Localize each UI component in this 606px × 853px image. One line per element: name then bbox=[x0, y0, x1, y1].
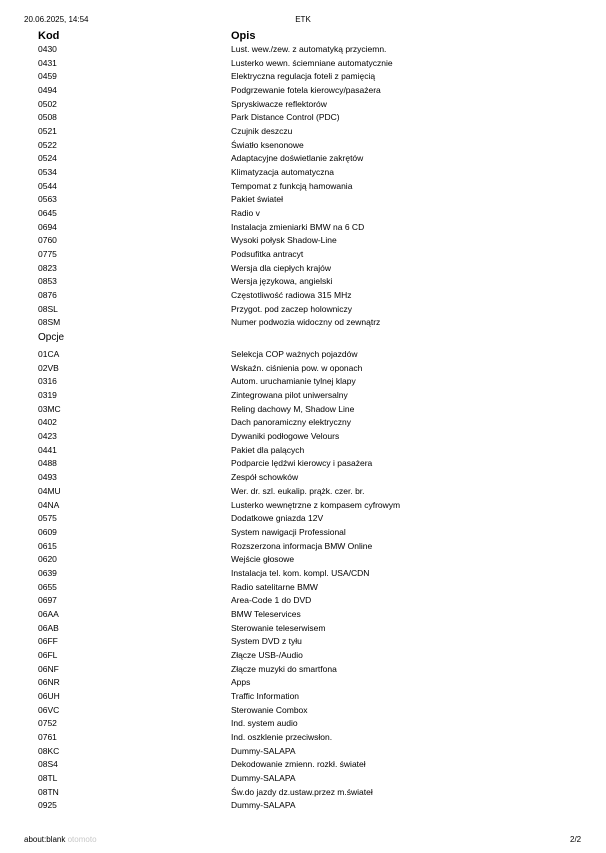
item-description: Ind. oszklenie przeciwsłon. bbox=[231, 731, 333, 742]
list-item bbox=[0, 430, 606, 444]
list-item bbox=[0, 180, 606, 194]
list-item bbox=[0, 745, 606, 759]
list-item bbox=[0, 649, 606, 663]
list-item bbox=[0, 622, 606, 636]
item-description: Podgrzewanie fotela kierowcy/pasażera bbox=[231, 85, 381, 96]
item-description: Dummy-SALAPA bbox=[231, 772, 296, 783]
item-description: Radio satelitarne BMW bbox=[231, 581, 318, 592]
list-item bbox=[0, 98, 606, 112]
item-description: Wersja dla ciepłych krajów bbox=[231, 262, 331, 273]
item-description: Elektryczna regulacja foteli z pamięcią bbox=[231, 71, 376, 82]
item-code: 0488 bbox=[38, 458, 57, 469]
item-code: 0563 bbox=[38, 194, 57, 205]
item-description: Złącze USB-/Audio bbox=[231, 649, 303, 660]
item-code: 0697 bbox=[38, 595, 57, 606]
list-item bbox=[0, 403, 606, 417]
item-description: Wejście głosowe bbox=[231, 554, 295, 565]
list-item bbox=[0, 207, 606, 221]
item-description: Ind. system audio bbox=[231, 718, 298, 729]
list-item bbox=[0, 152, 606, 166]
item-code: 06FF bbox=[38, 636, 58, 647]
item-description: Park Distance Control (PDC) bbox=[231, 112, 340, 123]
options-section-header bbox=[0, 330, 606, 348]
item-description: Wersja językowa, angielski bbox=[231, 276, 333, 287]
item-code: 0620 bbox=[38, 554, 57, 565]
item-description: Czujnik deszczu bbox=[231, 126, 293, 137]
item-code: 0534 bbox=[38, 167, 57, 178]
item-code: 02VB bbox=[38, 362, 59, 373]
list-item bbox=[0, 84, 606, 98]
list-item bbox=[0, 690, 606, 704]
item-code: 0876 bbox=[38, 290, 57, 301]
list-item bbox=[0, 303, 606, 317]
list-item bbox=[0, 444, 606, 458]
list-item bbox=[0, 799, 606, 813]
list-item bbox=[0, 786, 606, 800]
item-code: 06UH bbox=[38, 690, 60, 701]
list-item bbox=[0, 485, 606, 499]
item-description: Podsufitka antracyt bbox=[231, 249, 304, 260]
list-item bbox=[0, 512, 606, 526]
item-description: System nawigacji Professional bbox=[231, 526, 346, 537]
item-code: 0645 bbox=[38, 208, 57, 219]
item-code: 0316 bbox=[38, 376, 57, 387]
item-code: 06FL bbox=[38, 649, 58, 660]
list-item bbox=[0, 540, 606, 554]
list-item bbox=[0, 221, 606, 235]
document-title: ETK bbox=[295, 15, 311, 24]
item-description: Reling dachowy M, Shadow Line bbox=[231, 403, 355, 414]
item-description: Dummy-SALAPA bbox=[231, 800, 296, 811]
item-code: 0494 bbox=[38, 85, 57, 96]
item-code: 01CA bbox=[38, 349, 60, 360]
item-code: 08S4 bbox=[38, 759, 58, 770]
item-code: 0402 bbox=[38, 417, 57, 428]
item-code: 0423 bbox=[38, 431, 57, 442]
footer-watermark: otomoto bbox=[67, 835, 97, 844]
item-description: Zintegrowana pilot uniwersalny bbox=[231, 390, 348, 401]
item-code: 0524 bbox=[38, 153, 57, 164]
list-item bbox=[0, 457, 606, 471]
list-item bbox=[0, 758, 606, 772]
item-description: Częstotliwość radiowa 315 MHz bbox=[231, 290, 352, 301]
list-item bbox=[0, 581, 606, 595]
item-description: Przygot. pod zaczep holowniczy bbox=[231, 303, 352, 314]
standard-equipment-list bbox=[0, 43, 606, 330]
item-description: Pakiet świateł bbox=[231, 194, 283, 205]
equipment-list bbox=[0, 43, 606, 813]
item-code: 0502 bbox=[38, 98, 57, 109]
item-code: 06NF bbox=[38, 663, 59, 674]
item-description: Klimatyzacja automatyczna bbox=[231, 167, 334, 178]
list-item bbox=[0, 663, 606, 677]
list-item bbox=[0, 471, 606, 485]
column-header-kod: Kod bbox=[38, 30, 60, 42]
item-code: 08SL bbox=[38, 303, 58, 314]
list-item bbox=[0, 608, 606, 622]
list-item bbox=[0, 635, 606, 649]
item-description: Złącze muzyki do smartfona bbox=[231, 663, 337, 674]
item-code: 0430 bbox=[38, 44, 57, 54]
item-description: Lusterko wewn. ściemniane automatycznie bbox=[231, 57, 393, 68]
item-code: 0319 bbox=[38, 390, 57, 401]
item-description: Pakiet dla palących bbox=[231, 444, 305, 455]
item-code: 0775 bbox=[38, 249, 57, 260]
item-description: Selekcja COP ważnych pojazdów bbox=[231, 349, 358, 360]
page-number: 2/2 bbox=[570, 835, 582, 844]
list-item bbox=[0, 348, 606, 362]
item-code: 08TL bbox=[38, 772, 58, 783]
item-description: Instalacja zmieniarki BMW na 6 CD bbox=[231, 221, 365, 232]
list-item bbox=[0, 526, 606, 540]
item-code: 04NA bbox=[38, 499, 60, 510]
item-code: 0694 bbox=[38, 221, 57, 232]
item-code: 04MU bbox=[38, 485, 61, 496]
item-code: 0508 bbox=[38, 112, 57, 123]
list-item bbox=[0, 289, 606, 303]
item-code: 06NR bbox=[38, 677, 60, 688]
list-item bbox=[0, 234, 606, 248]
list-item bbox=[0, 262, 606, 276]
item-description: Tempomat z funkcją hamowania bbox=[231, 180, 353, 191]
list-item bbox=[0, 717, 606, 731]
list-item bbox=[0, 275, 606, 289]
list-item bbox=[0, 57, 606, 71]
options-title: Opcje bbox=[38, 332, 65, 344]
item-code: 0431 bbox=[38, 57, 57, 68]
item-description: Wer. dr. szl. eukalip. prążk. czer. br. bbox=[231, 485, 365, 496]
list-item bbox=[0, 389, 606, 403]
item-code: 08TN bbox=[38, 786, 59, 797]
item-code: 0544 bbox=[38, 180, 57, 191]
item-description: Dywaniki podłogowe Velours bbox=[231, 431, 340, 442]
item-description: Autom. uruchamianie tylnej klapy bbox=[231, 376, 356, 387]
item-code: 08KC bbox=[38, 745, 60, 756]
item-description: Dekodowanie zmienn. rozkł. świateł bbox=[231, 759, 366, 770]
item-code: 0752 bbox=[38, 718, 57, 729]
list-item bbox=[0, 111, 606, 125]
item-code: 0521 bbox=[38, 126, 57, 137]
list-item bbox=[0, 193, 606, 207]
list-item bbox=[0, 567, 606, 581]
item-description: Lust. wew./zew. z automatyką przyciemn. bbox=[231, 44, 387, 54]
item-description: Apps bbox=[231, 677, 251, 688]
print-date: 20.06.2025, 14:54 bbox=[24, 15, 89, 24]
item-description: Rozszerzona informacja BMW Online bbox=[231, 540, 373, 551]
list-item bbox=[0, 70, 606, 84]
item-description: Lusterko wewnętrzne z kompasem cyfrowym bbox=[231, 499, 401, 510]
item-description: Dummy-SALAPA bbox=[231, 745, 296, 756]
item-code: 08SM bbox=[38, 317, 61, 328]
options-list bbox=[0, 348, 606, 813]
item-code: 0609 bbox=[38, 526, 57, 537]
list-item bbox=[0, 553, 606, 567]
list-item bbox=[0, 125, 606, 139]
list-item bbox=[0, 704, 606, 718]
item-description: System DVD z tyłu bbox=[231, 636, 302, 647]
list-item bbox=[0, 166, 606, 180]
item-code: 0760 bbox=[38, 235, 57, 246]
item-code: 0853 bbox=[38, 276, 57, 287]
item-description: Sterowanie Combox bbox=[231, 704, 308, 715]
item-code: 0925 bbox=[38, 800, 57, 811]
item-description: Światło ksenonowe bbox=[231, 139, 304, 150]
list-item bbox=[0, 139, 606, 153]
item-description: Wysoki połysk Shadow-Line bbox=[231, 235, 337, 246]
item-description: Instalacja tel. kom. kompl. USA/CDN bbox=[231, 567, 370, 578]
item-description: Wskaźn. ciśnienia pow. w oponach bbox=[231, 362, 363, 373]
item-code: 0522 bbox=[38, 139, 57, 150]
item-code: 0493 bbox=[38, 472, 57, 483]
list-item bbox=[0, 248, 606, 262]
item-description: Traffic Information bbox=[231, 690, 300, 701]
list-item bbox=[0, 499, 606, 513]
item-code: 0639 bbox=[38, 567, 57, 578]
item-description: Adaptacyjne doświetlanie zakrętów bbox=[231, 153, 364, 164]
list-item bbox=[0, 731, 606, 745]
item-description: Sterowanie teleserwisem bbox=[231, 622, 326, 633]
item-code: 0575 bbox=[38, 513, 57, 524]
item-description: Dach panoramiczny elektryczny bbox=[231, 417, 351, 428]
footer-url-text: about:blank bbox=[24, 835, 66, 844]
item-description: Numer podwozia widoczny od zewnątrz bbox=[231, 317, 381, 328]
item-description: Spryskiwacze reflektorów bbox=[231, 98, 327, 109]
item-description: Area-Code 1 do DVD bbox=[231, 595, 312, 606]
item-description: Radio v bbox=[231, 208, 260, 219]
item-code: 0823 bbox=[38, 262, 57, 273]
item-description: BMW Teleservices bbox=[231, 608, 301, 619]
list-item bbox=[0, 43, 606, 57]
list-item bbox=[0, 362, 606, 376]
item-code: 0615 bbox=[38, 540, 57, 551]
item-description: Podparcie lędźwi kierowcy i pasażera bbox=[231, 458, 373, 469]
list-item bbox=[0, 594, 606, 608]
list-item bbox=[0, 676, 606, 690]
column-header-opis: Opis bbox=[231, 30, 256, 42]
list-item bbox=[0, 416, 606, 430]
item-code: 0761 bbox=[38, 731, 57, 742]
item-description: Św.do jazdy dz.ustaw.przez m.świateł bbox=[231, 786, 373, 797]
footer-url bbox=[24, 835, 97, 844]
item-description: Zespół schowków bbox=[231, 472, 299, 483]
item-code: 06AB bbox=[38, 622, 59, 633]
item-code: 03MC bbox=[38, 403, 61, 414]
item-code: 0459 bbox=[38, 71, 57, 82]
item-code: 06VC bbox=[38, 704, 60, 715]
list-item bbox=[0, 375, 606, 389]
item-description: Dodatkowe gniazda 12V bbox=[231, 513, 324, 524]
item-code: 0655 bbox=[38, 581, 57, 592]
item-code: 06AA bbox=[38, 608, 59, 619]
list-item bbox=[0, 772, 606, 786]
item-code: 0441 bbox=[38, 444, 57, 455]
list-item bbox=[0, 316, 606, 330]
